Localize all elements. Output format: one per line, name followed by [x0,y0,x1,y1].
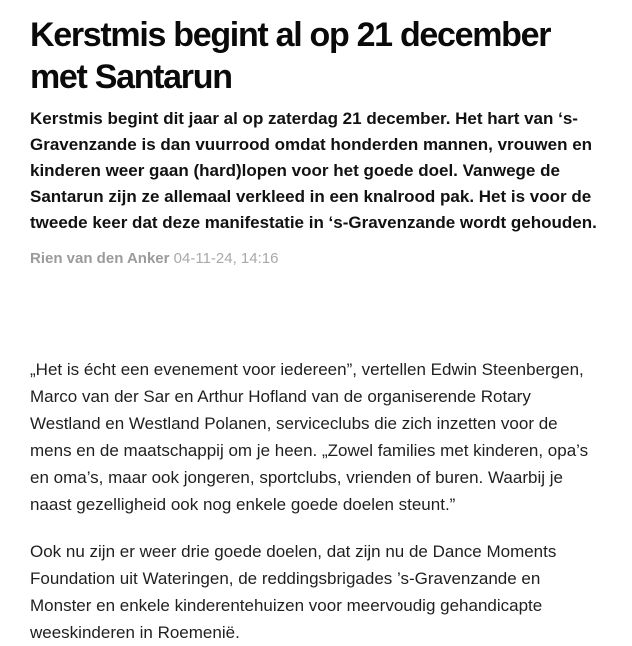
article [0,14,632,646]
article-paragraph: „Het is écht een evenement voor iedereen”, vertellen Edwin Steenbergen, Marco van der Sar en Arthur Hofland van de organiserende Rotary Westland en Westland Polanen, serviceclubs die zich inzetten voor de mens en de maatschappij om je heen. „Zowel families met kinderen, opa’s en oma’s, maar ook jongeren, sportclubs, vrienden of buren. Waarbij je naast gezelligheid ook nog enkele goede doelen steunt.” [30,360,589,514]
byline-timestamp: 04-11-24, 14:16 [173,250,279,267]
article-title: Kerstmis begint al op 21 december met Santarun [30,16,551,96]
content-spacer [30,268,602,356]
article-intro: Kerstmis begint dit jaar al op zaterdag 21 december. Het hart van ‘s-Gravenzande is dan vuurrood omdat honderden mannen, vrouwen en kinderen weer gaan (hard)lopen voor het goede doel. Vanwege de Santarun zijn ze allemaal verkleed in een knalrood pak. Het is voor de tweede keer dat deze manifestatie in ‘s-Gravenzande wordt gehouden. [30,109,597,232]
byline [30,250,602,268]
article-paragraph: Ook nu zijn er weer drie goede doelen, dat zijn nu de Dance Moments Foundation uit Wateringen, de reddingsbrigades ’s-Gravenzande en Monster en enkele kinderentehuizen voor meervoudig gehandicapte weeskinderen in Roemenië. [30,542,557,642]
byline-author: Rien van den Anker [30,250,170,267]
